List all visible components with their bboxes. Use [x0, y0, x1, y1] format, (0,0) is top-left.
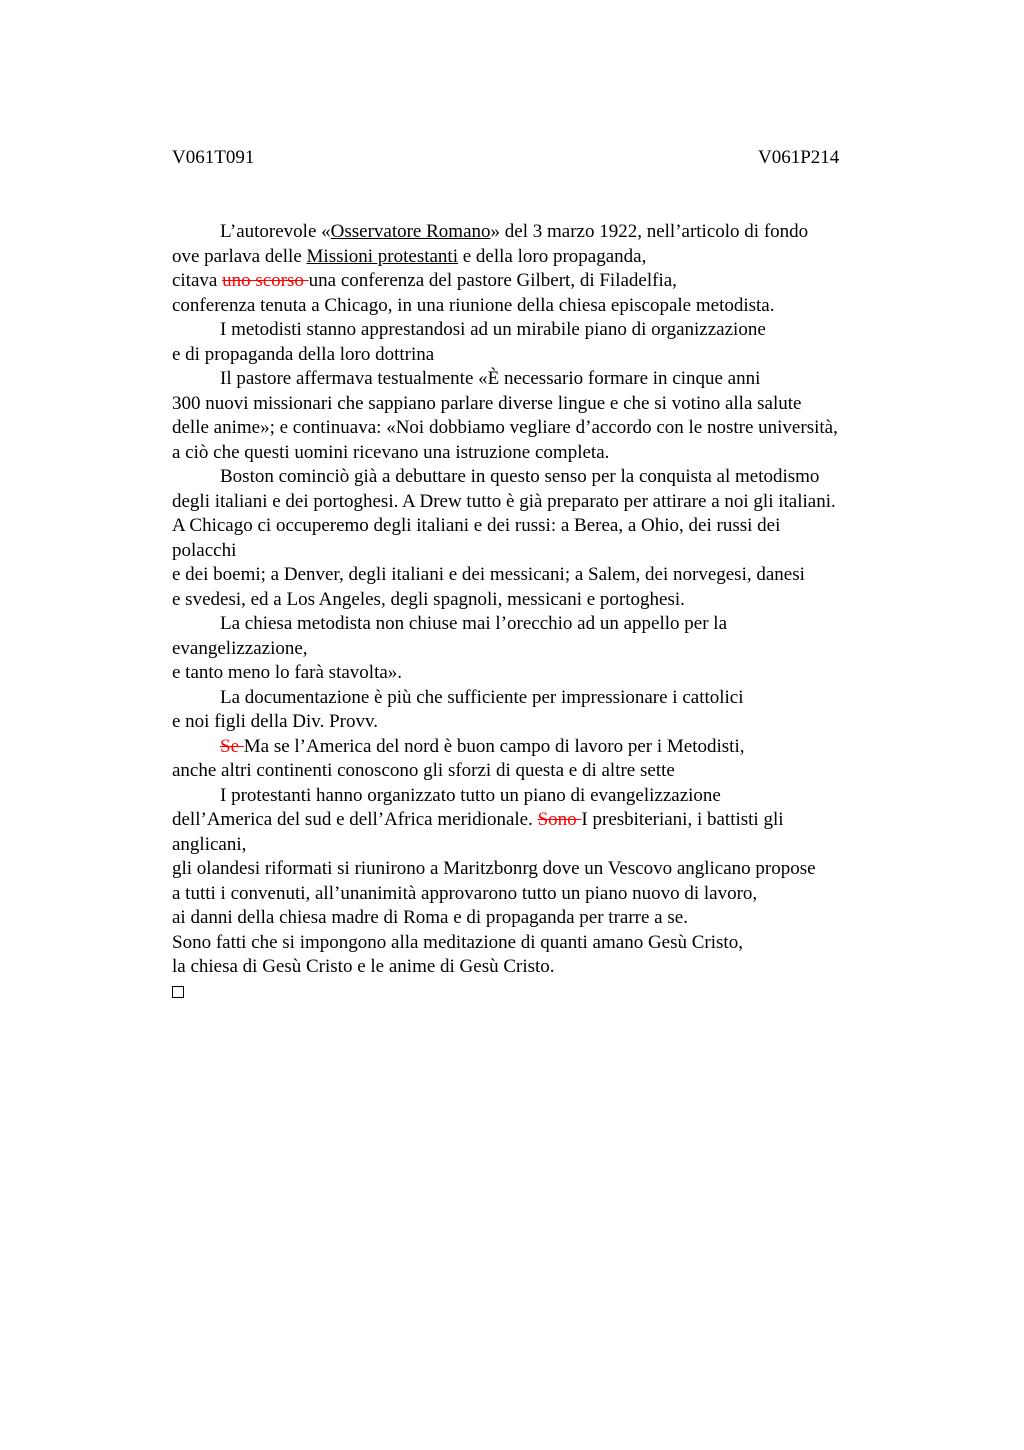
text-line: a tutti i convenuti, all’unanimità approvarono tutto un piano nuovo di lavoro,: [172, 882, 758, 904]
text-span: una conferenza del pastore Gilbert, di Filadelfia,: [308, 270, 677, 291]
text-line: e noi figli della Div. Provv.: [172, 711, 378, 732]
header-left-code: V061T091: [172, 147, 255, 168]
text-span: citava: [172, 270, 223, 291]
text-line: e di propaganda della loro dottrina: [172, 343, 435, 365]
text-line: ai danni della chiesa madre di Roma e di propaganda per trarre a se.: [172, 907, 688, 928]
text-line: [172, 245, 912, 270]
text-line: 300 nuovi missionari che sappiano parlare diverse lingue e che si votino alla salute: [172, 392, 802, 414]
end-marker: [172, 980, 912, 1005]
text-line: a ciò che questi uomini ricevano una istruzione completa.: [172, 441, 610, 463]
text-line: I metodisti stanno apprestandosi ad un mirabile piano di organizzazione: [220, 319, 766, 340]
underlined-phrase: Missioni protestanti: [306, 245, 458, 267]
header-right-code: V061P214: [758, 147, 840, 168]
text-line: La documentazione è più che sufficiente per impressionare i cattolici: [220, 686, 744, 708]
checkbox-square-icon: [172, 986, 184, 998]
text-line: gli olandesi riformati si riunirono a Maritzbonrg dove un Vescovo anglicano propose: [172, 858, 816, 879]
text-line: I protestanti hanno organizzato tutto un piano di evangelizzazione: [220, 784, 721, 806]
text-line: e dei boemi; a Denver, degli italiani e dei messicani; a Salem, dei norvegesi, danesi: [172, 564, 805, 585]
text-span: I presbiteriani, i battisti gli: [581, 809, 784, 830]
deleted-text: Se: [220, 735, 244, 757]
text-span: Ma se l’America del nord è buon campo di lavoro per i Metodisti,: [243, 735, 745, 757]
text-span: ove parlava delle: [172, 245, 307, 267]
text-line: polacchi: [172, 539, 237, 561]
underlined-title: Osservatore Romano: [330, 221, 491, 242]
text-line: anglicani,: [172, 833, 247, 855]
text-span: L’autorevole «: [220, 221, 331, 242]
text-line: [172, 269, 912, 294]
text-line: [172, 735, 912, 760]
text-line: Il pastore affermava testualmente «È necessario formare in cinque anni: [220, 368, 761, 389]
text-line: A Chicago ci occuperemo degli italiani e dei russi: a Berea, a Ohio, dei russi dei: [172, 515, 781, 536]
document-body: [172, 220, 912, 1004]
text-line: Sono fatti che si impongono alla meditazione di quanti amano Gesù Cristo,: [172, 931, 743, 953]
deleted-text: uno scorso: [222, 270, 309, 291]
text-line: anche altri continenti conoscono gli sforzi di questa e di altre sette: [172, 760, 675, 781]
text-span: dell’America del sud e dell’Africa meridionale.: [172, 809, 538, 830]
text-line: la chiesa di Gesù Cristo e le anime di Gesù Cristo.: [172, 956, 555, 977]
text-line: degli italiani e dei portoghesi. A Drew tutto è già preparato per attirare a noi gli italiani.: [172, 490, 836, 512]
text-span: e della loro propaganda,: [458, 245, 647, 267]
text-line: [172, 808, 912, 833]
text-line: evangelizzazione,: [172, 637, 308, 659]
text-line: conferenza tenuta a Chicago, in una riunione della chiesa episcopale metodista.: [172, 294, 775, 316]
text-line: delle anime»; e continuava: «Noi dobbiamo vegliare d’accordo con le nostre università,: [172, 417, 838, 438]
text-line: [172, 220, 912, 245]
text-line: e tanto meno lo farà stavolta».: [172, 662, 403, 683]
text-line: La chiesa metodista non chiuse mai l’orecchio ad un appello per la: [220, 613, 728, 634]
text-span: » del 3 marzo 1922, nell’articolo di fondo: [490, 221, 809, 242]
text-line: e svedesi, ed a Los Angeles, degli spagnoli, messicani e portoghesi.: [172, 588, 685, 610]
deleted-text: Sono: [537, 809, 582, 830]
text-line: Boston cominciò già a debuttare in questo senso per la conquista al metodismo: [220, 466, 820, 487]
